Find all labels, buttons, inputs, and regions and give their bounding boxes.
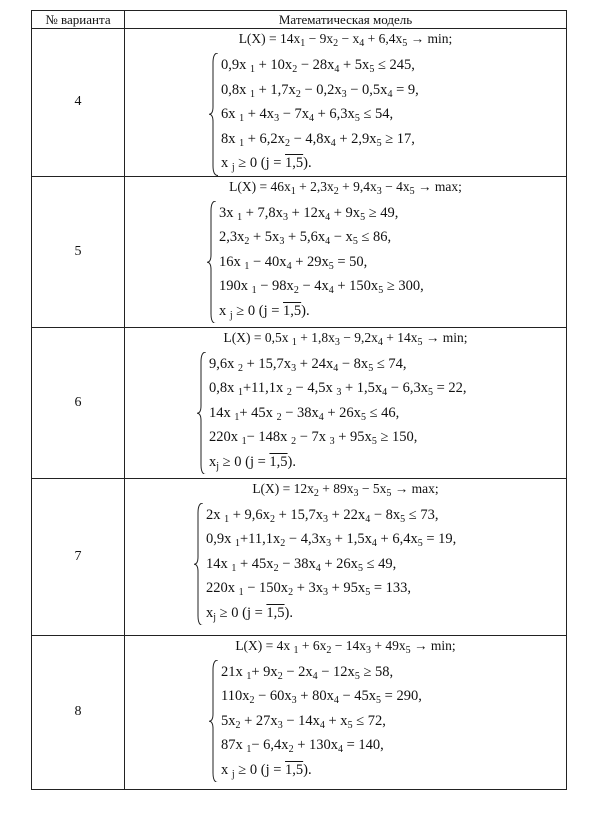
constraint-line: 190x $_1 - 98x_2 - 4x_4 + 150x_5 \ge 300$, <box>219 278 424 296</box>
variant-number: 5 <box>32 176 125 327</box>
model-column-header: Математическая модель <box>125 11 567 29</box>
table-row <box>32 176 567 327</box>
system-brace <box>209 53 219 176</box>
constraint-line: 0,8x $_1$+11,1x $_2$ − 4,5x $_3 + 1,5x_4 - 6,3x_5 = 22$, <box>209 380 467 398</box>
objective-function: L(X) = 0,5x $_1 + 1,8x_3 - 9,2x_4 + 14x_5 \to \min$; <box>223 329 468 348</box>
constraint-line: $x_j \ge 0$ (j = 1,5). <box>206 604 293 623</box>
constraint-line: $x_j \ge 0$ (j = 1,5). <box>209 453 296 472</box>
constraint-system <box>199 352 566 475</box>
constraint-line: 21x $_1+ 9x_2 - 2x_4 - 12x_5 \ge 58$, <box>221 663 394 682</box>
objective-function: $L(X) = 46x_1 + 2,3x_2 + 9,4x_3 - 4x_5 \to \max$; <box>229 178 462 197</box>
constraint-line: 14x $_1 + 45x_2 - 38x_4 + 26x_5 \le 49$, <box>206 555 397 574</box>
variant-number: 6 <box>32 327 125 478</box>
table-row <box>32 478 567 635</box>
constraint-line: 220x $_1 - 150x_2 + 3x_3 + 95x_5 = 133$, <box>206 580 411 598</box>
math-model-cell <box>125 29 567 177</box>
constraint-line: 0,9x $_1 + 10x_2 - 28x_4 + 5x_5 \le 245$, <box>221 57 415 75</box>
constraint-line: 2x $_1 + 9,6x_2 + 15,7x_3 + 22x_4 - 8x_5 \le 73$, <box>206 506 439 525</box>
constraint-line: 14x $_1$+ 45x $_2 - 38x_4 + 26x_5 \le 46$, <box>209 404 400 423</box>
table-row <box>32 327 567 478</box>
variant-number: 7 <box>32 478 125 635</box>
variant-column-header: № варианта <box>32 11 125 29</box>
math-model-cell <box>125 635 567 789</box>
constraint-line: 0,9x $_1+11,1x_2 - 4,3x_3 + 1,5x_4 + 6,4x_5 = 19$, <box>206 531 457 549</box>
variant-number: 8 <box>32 635 125 789</box>
constraint-line: 8x $_1 + 6,2x_2 - 4,8x_4 + 2,9x_5 \ge 17$, <box>221 130 415 149</box>
constraint-line: 9,6x $_2 + 15,7x_3 + 24x_4 - 8x_5 \le 74$, <box>209 355 407 374</box>
constraint-line: x $_j$ ≥ 0 (j = 1,5). <box>221 761 312 780</box>
constraint-line: 87x $_1- 6,4x_2 + 130x_4 = 140$, <box>221 737 384 755</box>
constraint-line: x $_j$ ≥ 0 (j = 1,5). <box>219 302 310 321</box>
system-brace <box>209 660 219 783</box>
objective-function: $L(X) = 14x_1 - 9x_2 - x_4 + 6,4x_5 \to \min$; <box>238 31 453 49</box>
constraint-system <box>209 201 566 324</box>
table-header-row <box>32 11 567 29</box>
math-model-cell <box>125 327 567 478</box>
math-model-cell <box>125 478 567 635</box>
table-row <box>32 635 567 789</box>
variant-number: 4 <box>32 29 125 177</box>
constraint-line: x $_j$ ≥ 0 (j = 1,5). <box>221 155 312 173</box>
system-brace <box>207 201 217 324</box>
constraint-line: 0,8x $_1 + 1,7x_2 - 0,2x_3 - 0,5x_4 = 9$, <box>221 81 419 100</box>
constraint-line: 6x $_1 + 4x_3 - 7x_4 + 6,3x_5 \le 54$, <box>221 106 394 124</box>
constraint-line: $5x_2 + 27x_3 - 14x_4 + x_5 \le 72$, <box>221 712 386 731</box>
system-brace <box>197 352 207 475</box>
math-model-cell <box>125 176 567 327</box>
objective-function: $L(X) = 12x_2 + 89x_3 - 5x_5 \to \max$; <box>252 480 439 499</box>
constraint-system <box>211 660 566 783</box>
objective-function: L(X) = 4x $_1 + 6x_2 - 14x_3 + 49x_5 \to \min$; <box>235 637 456 656</box>
system-brace <box>194 503 204 626</box>
constraint-line: 220x $_1$− 148x $_2$ − 7x $_3 + 95x_5 \ge 150$, <box>209 429 418 447</box>
models-table <box>31 10 567 790</box>
constraint-system <box>196 503 566 626</box>
constraint-line: 16x $_1 - 40x_4 + 29x_5 = 50$, <box>219 253 368 272</box>
constraint-system <box>211 53 566 176</box>
constraint-line: $2,3x_2 + 5x_3 + 5,6x_4 - x_5 \le 86$, <box>219 229 392 247</box>
constraint-line: 3x $_1 + 7,8x_3 + 12x_4 + 9x_5 \ge 49$, <box>219 204 399 223</box>
constraint-line: $110x_2 - 60x_3 + 80x_4 - 45x_5 = 290$, <box>221 688 422 706</box>
table-row <box>32 29 567 177</box>
